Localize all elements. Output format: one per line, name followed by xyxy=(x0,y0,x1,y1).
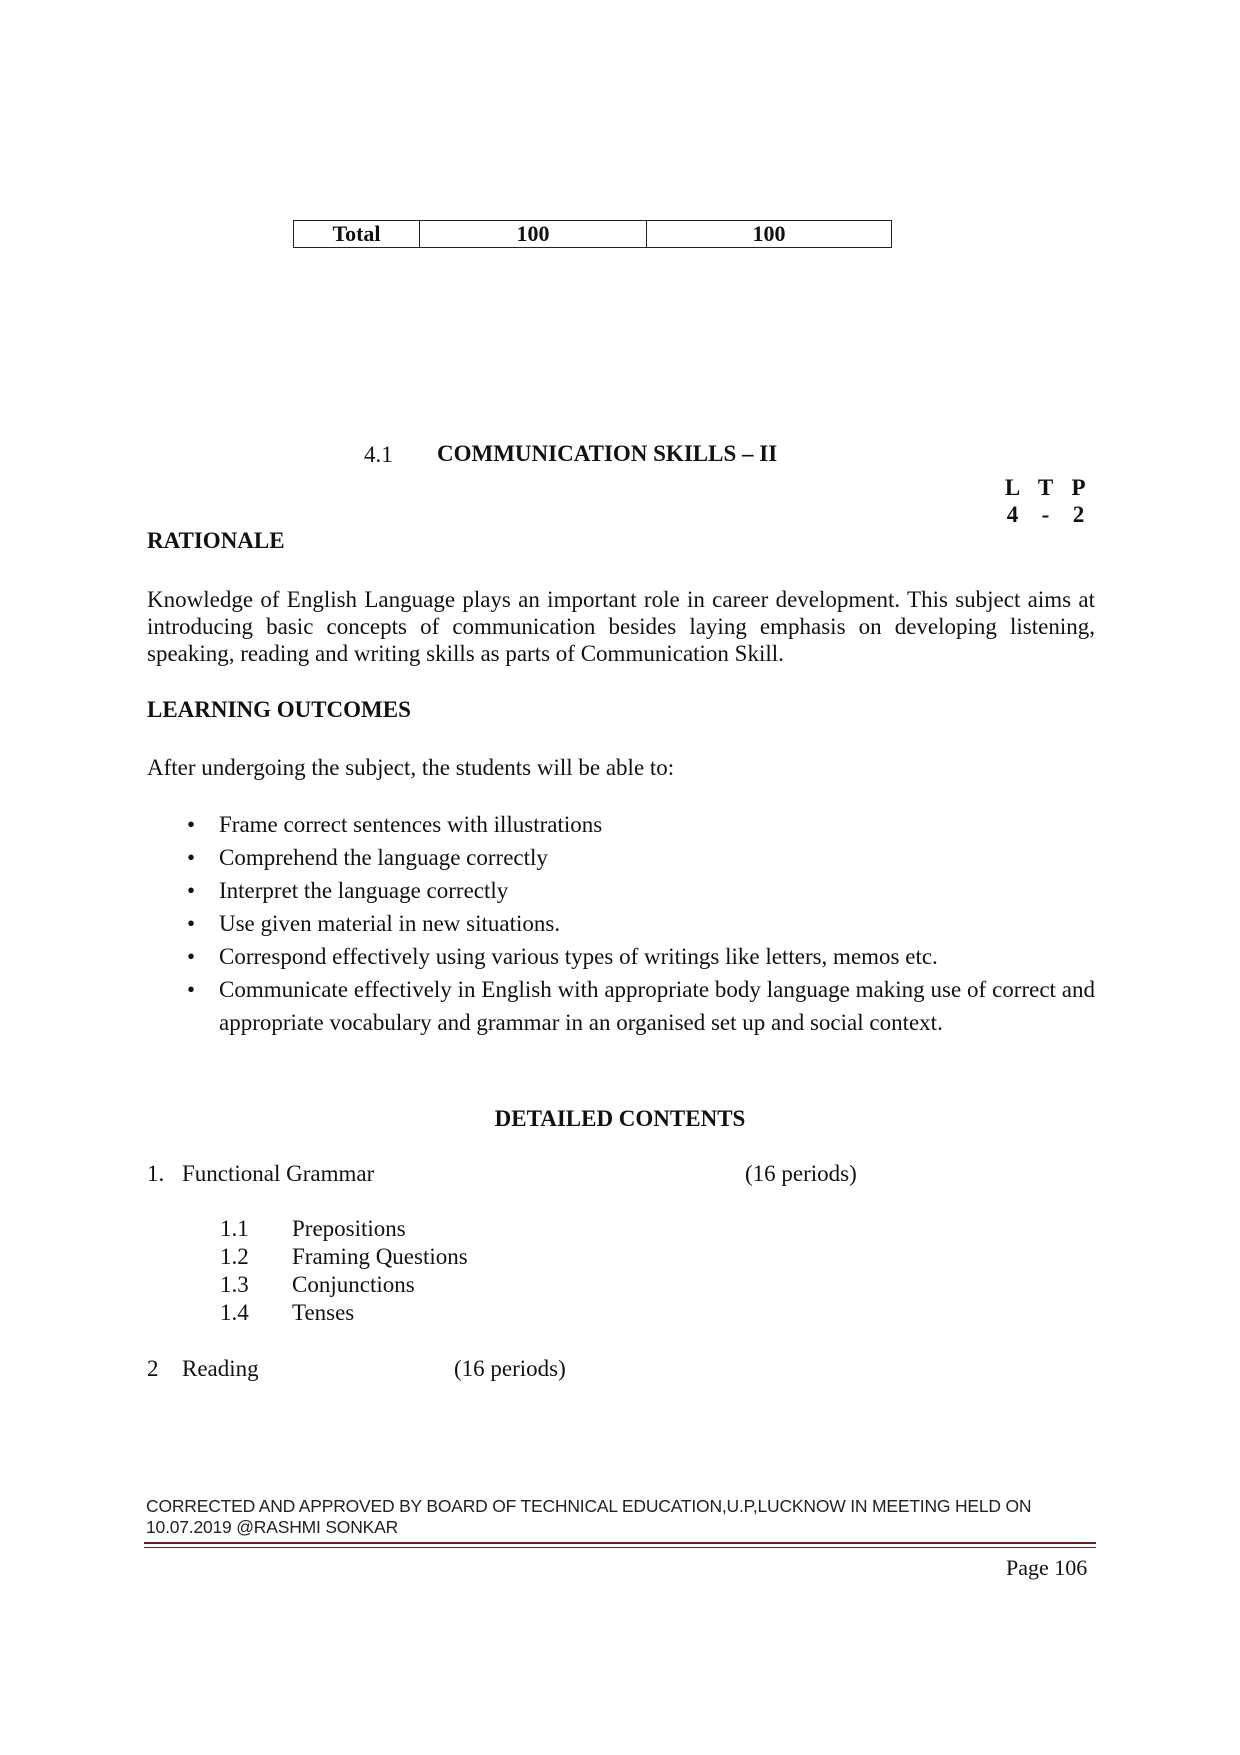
subitem-title: Prepositions xyxy=(292,1216,406,1241)
list-item: • Interpret the language correctly xyxy=(147,874,1095,907)
list-item: • Use given material in new situations. xyxy=(147,907,1095,940)
ltp-header: L xyxy=(1004,475,1021,500)
footer-line: CORRECTED AND APPROVED BY BOARD OF TECHNICAL EDUCATION,U.P,LUCKNOW IN MEETING HELD ON xyxy=(146,1496,1032,1516)
list-item: • Frame correct sentences with illustrations xyxy=(147,808,1095,841)
subitem-title: Conjunctions xyxy=(292,1272,415,1297)
subitem xyxy=(220,1300,354,1326)
footer-divider xyxy=(144,1547,1096,1548)
unit-title: Reading xyxy=(182,1356,259,1381)
total-value-cell: 100 xyxy=(647,221,892,248)
ltp-header: T xyxy=(1037,475,1054,500)
footer-divider xyxy=(144,1542,1096,1544)
list-item: • Comprehend the language correctly xyxy=(147,841,1095,874)
detailed-contents-heading: DETAILED CONTENTS xyxy=(494,1106,746,1131)
unit-number: 2 xyxy=(147,1356,159,1381)
learning-outcomes-list xyxy=(147,808,1095,1039)
subitem-number: 1.3 xyxy=(220,1272,249,1297)
list-item: • Correspond effectively using various types of writings like letters, memos etc. xyxy=(147,940,1095,973)
subitem-title: Tenses xyxy=(292,1300,355,1325)
rationale-heading: RATIONALE xyxy=(147,528,285,553)
footer-note xyxy=(146,1496,1106,1538)
total-label-cell: Total xyxy=(294,221,420,248)
unit-number: 1. xyxy=(147,1161,165,1186)
rationale-text: Knowledge of English Language plays an important role in career development. This subject aims at introducing basic concepts of communication besides laying emphasis on developing listening, speaking, reading and writing skills as parts of Communication Skill. xyxy=(147,587,1095,666)
ltp-value: 2 xyxy=(1072,502,1085,527)
table-row xyxy=(294,221,892,248)
ltp-header: P xyxy=(1071,475,1086,500)
section-number: 4.1 xyxy=(364,442,393,467)
total-value-cell: 100 xyxy=(420,221,647,248)
subitem-number: 1.4 xyxy=(220,1300,249,1325)
ltp-value: - xyxy=(1041,502,1050,527)
section-title: COMMUNICATION SKILLS – II xyxy=(437,441,778,466)
page-number: Page 106 xyxy=(1006,1555,1088,1580)
ltp-value: 4 xyxy=(1006,502,1019,527)
list-item: • Communicate effectively in English with appropriate body language making use of correct and appropriate vocabulary and grammar in an organised set up and social context. xyxy=(147,973,1095,1039)
subitem xyxy=(220,1244,468,1270)
total-table xyxy=(293,220,892,248)
subitem-number: 1.1 xyxy=(220,1216,249,1241)
ltp-block xyxy=(996,475,1095,529)
footer-line: 10.07.2019 @RASHMI SONKAR xyxy=(146,1517,399,1537)
ltp-values xyxy=(996,502,1095,529)
subitem-number: 1.2 xyxy=(220,1244,249,1269)
subitem xyxy=(220,1216,406,1242)
unit-title: Functional Grammar xyxy=(182,1161,375,1186)
unit-periods: (16 periods) xyxy=(745,1161,857,1186)
learning-outcomes-heading: LEARNING OUTCOMES xyxy=(147,697,411,722)
unit-periods: (16 periods) xyxy=(454,1356,566,1381)
subitem xyxy=(220,1272,415,1298)
ltp-headers xyxy=(996,475,1095,502)
learning-outcomes-intro: After undergoing the subject, the students will be able to: xyxy=(147,755,675,780)
subitem-title: Framing Questions xyxy=(292,1244,468,1269)
